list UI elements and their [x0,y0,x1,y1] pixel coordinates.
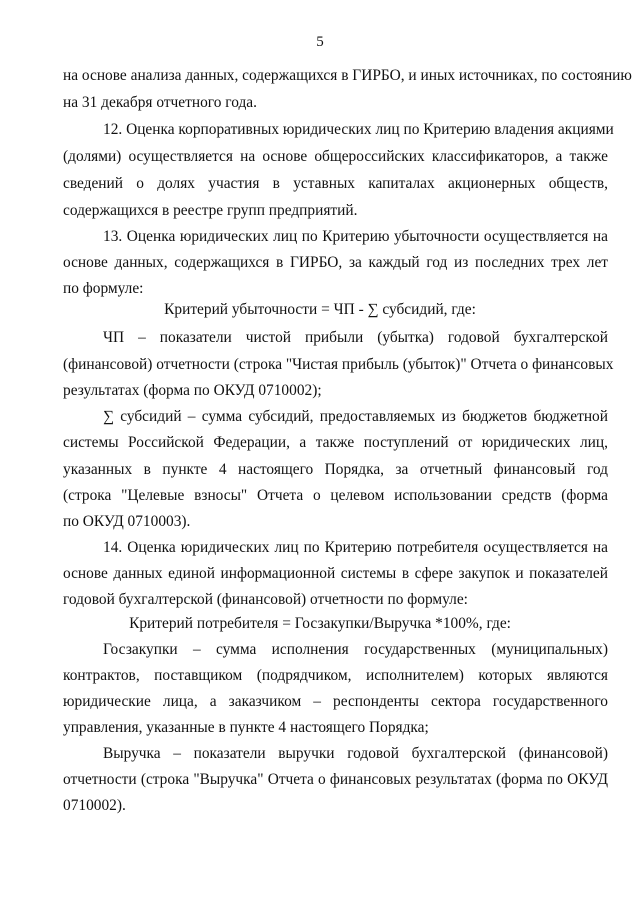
text-line: 12. Оценка корпоративных юридических лиц по Критерию владения акциями [103,121,614,138]
text-line: содержащихся в реестре групп предприятий. [63,202,358,219]
text-line: по формуле: [63,280,144,297]
text-line: на 31 декабря отчетного года. [63,94,257,111]
text-line: управления, указанные в пункте 4 настоящего Порядка; [63,719,429,736]
text-line: отчетности (строка "Выручка" Отчета о финансовых результатах (форма по ОКУД [63,771,608,788]
text-line: сведений о долях участия в уставных капиталах акционерных обществ, [63,175,608,192]
formula-line: Критерий убыточности = ЧП - ∑ субсидий, где: [164,301,476,318]
text-line: годовой бухгалтерской (финансовой) отчетности по формуле: [63,591,468,608]
text-line: юридические лица, а заказчиком – респонденты сектора государственного [63,693,608,710]
text-line: контрактов, поставщиком (подрядчиком, исполнителем) которых являются [63,667,608,684]
text-line: по ОКУД 0710003). [63,513,191,530]
text-line: Госзакупки – сумма исполнения государственных (муниципальных) [103,641,608,658]
page-number: 5 [316,34,324,50]
text-line: указанных в пункте 4 настоящего Порядка, за отчетный финансовый год [63,461,608,478]
text-line: 0710002). [63,797,126,814]
text-line: основе данных, содержащихся в ГИРБО, за каждый год из последних трех лет [63,254,608,271]
text-line: ЧП – показатели чистой прибыли (убытка) годовой бухгалтерской [103,329,608,346]
text-line: (долями) осуществляется на основе общероссийских классификаторов, а также [63,148,608,165]
text-line: (строка "Целевые взносы" Отчета о целевом использовании средств (форма [63,487,608,504]
text-line: основе данных единой информационной системы в сфере закупок и показателей [63,565,608,582]
text-line: Выручка – показатели выручки годовой бухгалтерской (финансовой) [103,745,608,762]
formula-line: Критерий потребителя = Госзакупки/Выручка *100%, где: [129,615,511,632]
text-line: 14. Оценка юридических лиц по Критерию потребителя осуществляется на [103,539,608,556]
text-line: результатах (форма по ОКУД 0710002); [63,382,322,399]
text-line: на основе анализа данных, содержащихся в ГИРБО, и иных источниках, по состоянию [63,67,632,84]
text-line: ∑ субсидий – сумма субсидий, предоставляемых из бюджетов бюджетной [103,408,608,425]
text-line: (финансовой) отчетности (строка "Чистая прибыль (убыток)" Отчета о финансовых [63,356,614,373]
text-line: системы Российской Федерации, а также поступлений от юридических лиц, [63,434,608,451]
text-line: 13. Оценка юридических лиц по Критерию убыточности осуществляется на [103,228,608,245]
